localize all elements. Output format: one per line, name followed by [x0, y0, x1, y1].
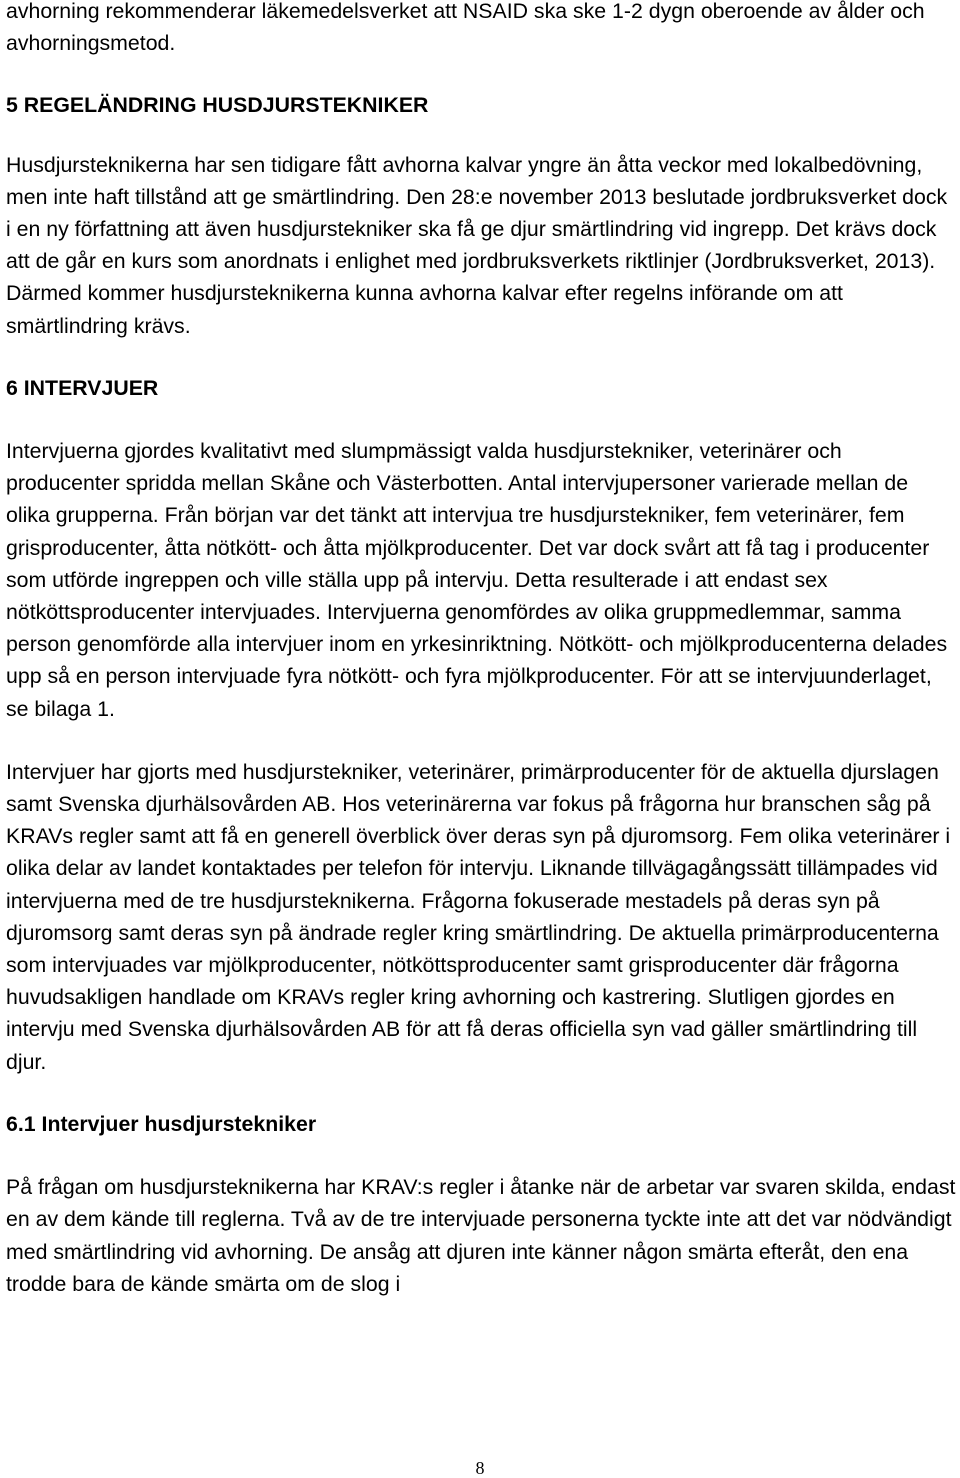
- section-heading-5: 5 REGELÄNDRING HUSDJURSTEKNIKER: [6, 93, 429, 118]
- paragraph-intervjuer-groups: Intervjuer har gjorts med husdjurstekniker, veterinärer, primärproducenter för de aktuella djurslagen samt Svenska djurhälsovården AB. Hos veterinärerna var fokus på frågorna hur branschen såg på KRAVs regler samt att få en generell överblick över deras syn på djuromsorg. Fem olika veterinärer i olika delar av landet kontaktades per telefon för intervju. Liknande tillvägagångssätt tillämpades vid intervjuerna med de tre husdjursteknikerna. Frågorna fokuserade mestadels på deras syn på djuromsorg samt deras syn på ändrade regler kring smärtlindring. De aktuella primärproducenterna som intervjuades var mjölkproducenter, nötköttsproducenter samt grisproducenter där frågorna huvudsakligen handlade om KRAVs regler kring avhorning och kastrering. Slutligen gjordes en intervju med Svenska djurhälsovården AB för att få deras officiella syn vad gäller smärtlindring till djur.: [6, 759, 951, 1074]
- section-heading-6: 6 INTERVJUER: [6, 375, 159, 400]
- paragraph-continuation: avhorning rekommenderar läkemedelsverket att NSAID ska ske 1-2 dygn oberoende av ålder och avhorningsmetod.: [6, 0, 925, 56]
- document-page: [6, 0, 956, 1300]
- subsection-heading-6-1: 6.1 Intervjuer husdjurstekniker: [6, 1111, 317, 1136]
- paragraph-husdjurstekniker: På frågan om husdjursteknikerna har KRAV:s regler i åtanke när de arbetar var svaren skilda, endast en av dem kände till reglerna. Två av de tre intervjuade personerna tyckte inte att det var nödvändigt med smärtlindring vid avhorning. De ansåg att djuren inte känner någon smärta efteråt, den ena trodde bara de kände smärta om de slog i: [6, 1175, 956, 1296]
- paragraph-intervjuer-method: Intervjuerna gjordes kvalitativt med slumpmässigt valda husdjurstekniker, veterinärer och producenter spridda mellan Skåne och Västerbotten. Antal intervjupersoner varierade mellan de olika grupperna. Från början var det tänkt att intervjua tre husdjurstekniker, fem veterinärer, fem grisproducenter, åtta nötkött- och åtta mjölkproducenter. Det var dock svårt att få tag i producenter som utförde ingreppen och ville ställa upp på intervju. Detta resulterade i att endast sex nötköttsproducenter intervjuades. Intervjuerna genomfördes av olika gruppmedlemmar, samma person genomförde alla intervjuer inom en yrkesinriktning. Nötkött- och mjölkproducenterna delades upp så en person intervjuade fyra nötkött- och fyra mjölkproducenter. För att se intervjuunderlaget, se bilaga 1.: [6, 439, 948, 721]
- paragraph-regelandring: Husdjursteknikerna har sen tidigare fått avhorna kalvar yngre än åtta veckor med lokalbedövning, men inte haft tillstånd att ge smärtlindring. Den 28:e november 2013 beslutade jordbruksverket dock i en ny författning att även husdjurstekniker ska få ge djur smärtlindring vid ingrepp. Det krävs dock att de går en kurs som anordnats i enlighet med jordbruksverkets riktlinjer (Jordbruksverket, 2013). Därmed kommer husdjursteknikerna kunna avhorna kalvar efter regelns införande om att smärtlindring krävs.: [6, 152, 948, 338]
- page-number: 8: [475, 1458, 485, 1478]
